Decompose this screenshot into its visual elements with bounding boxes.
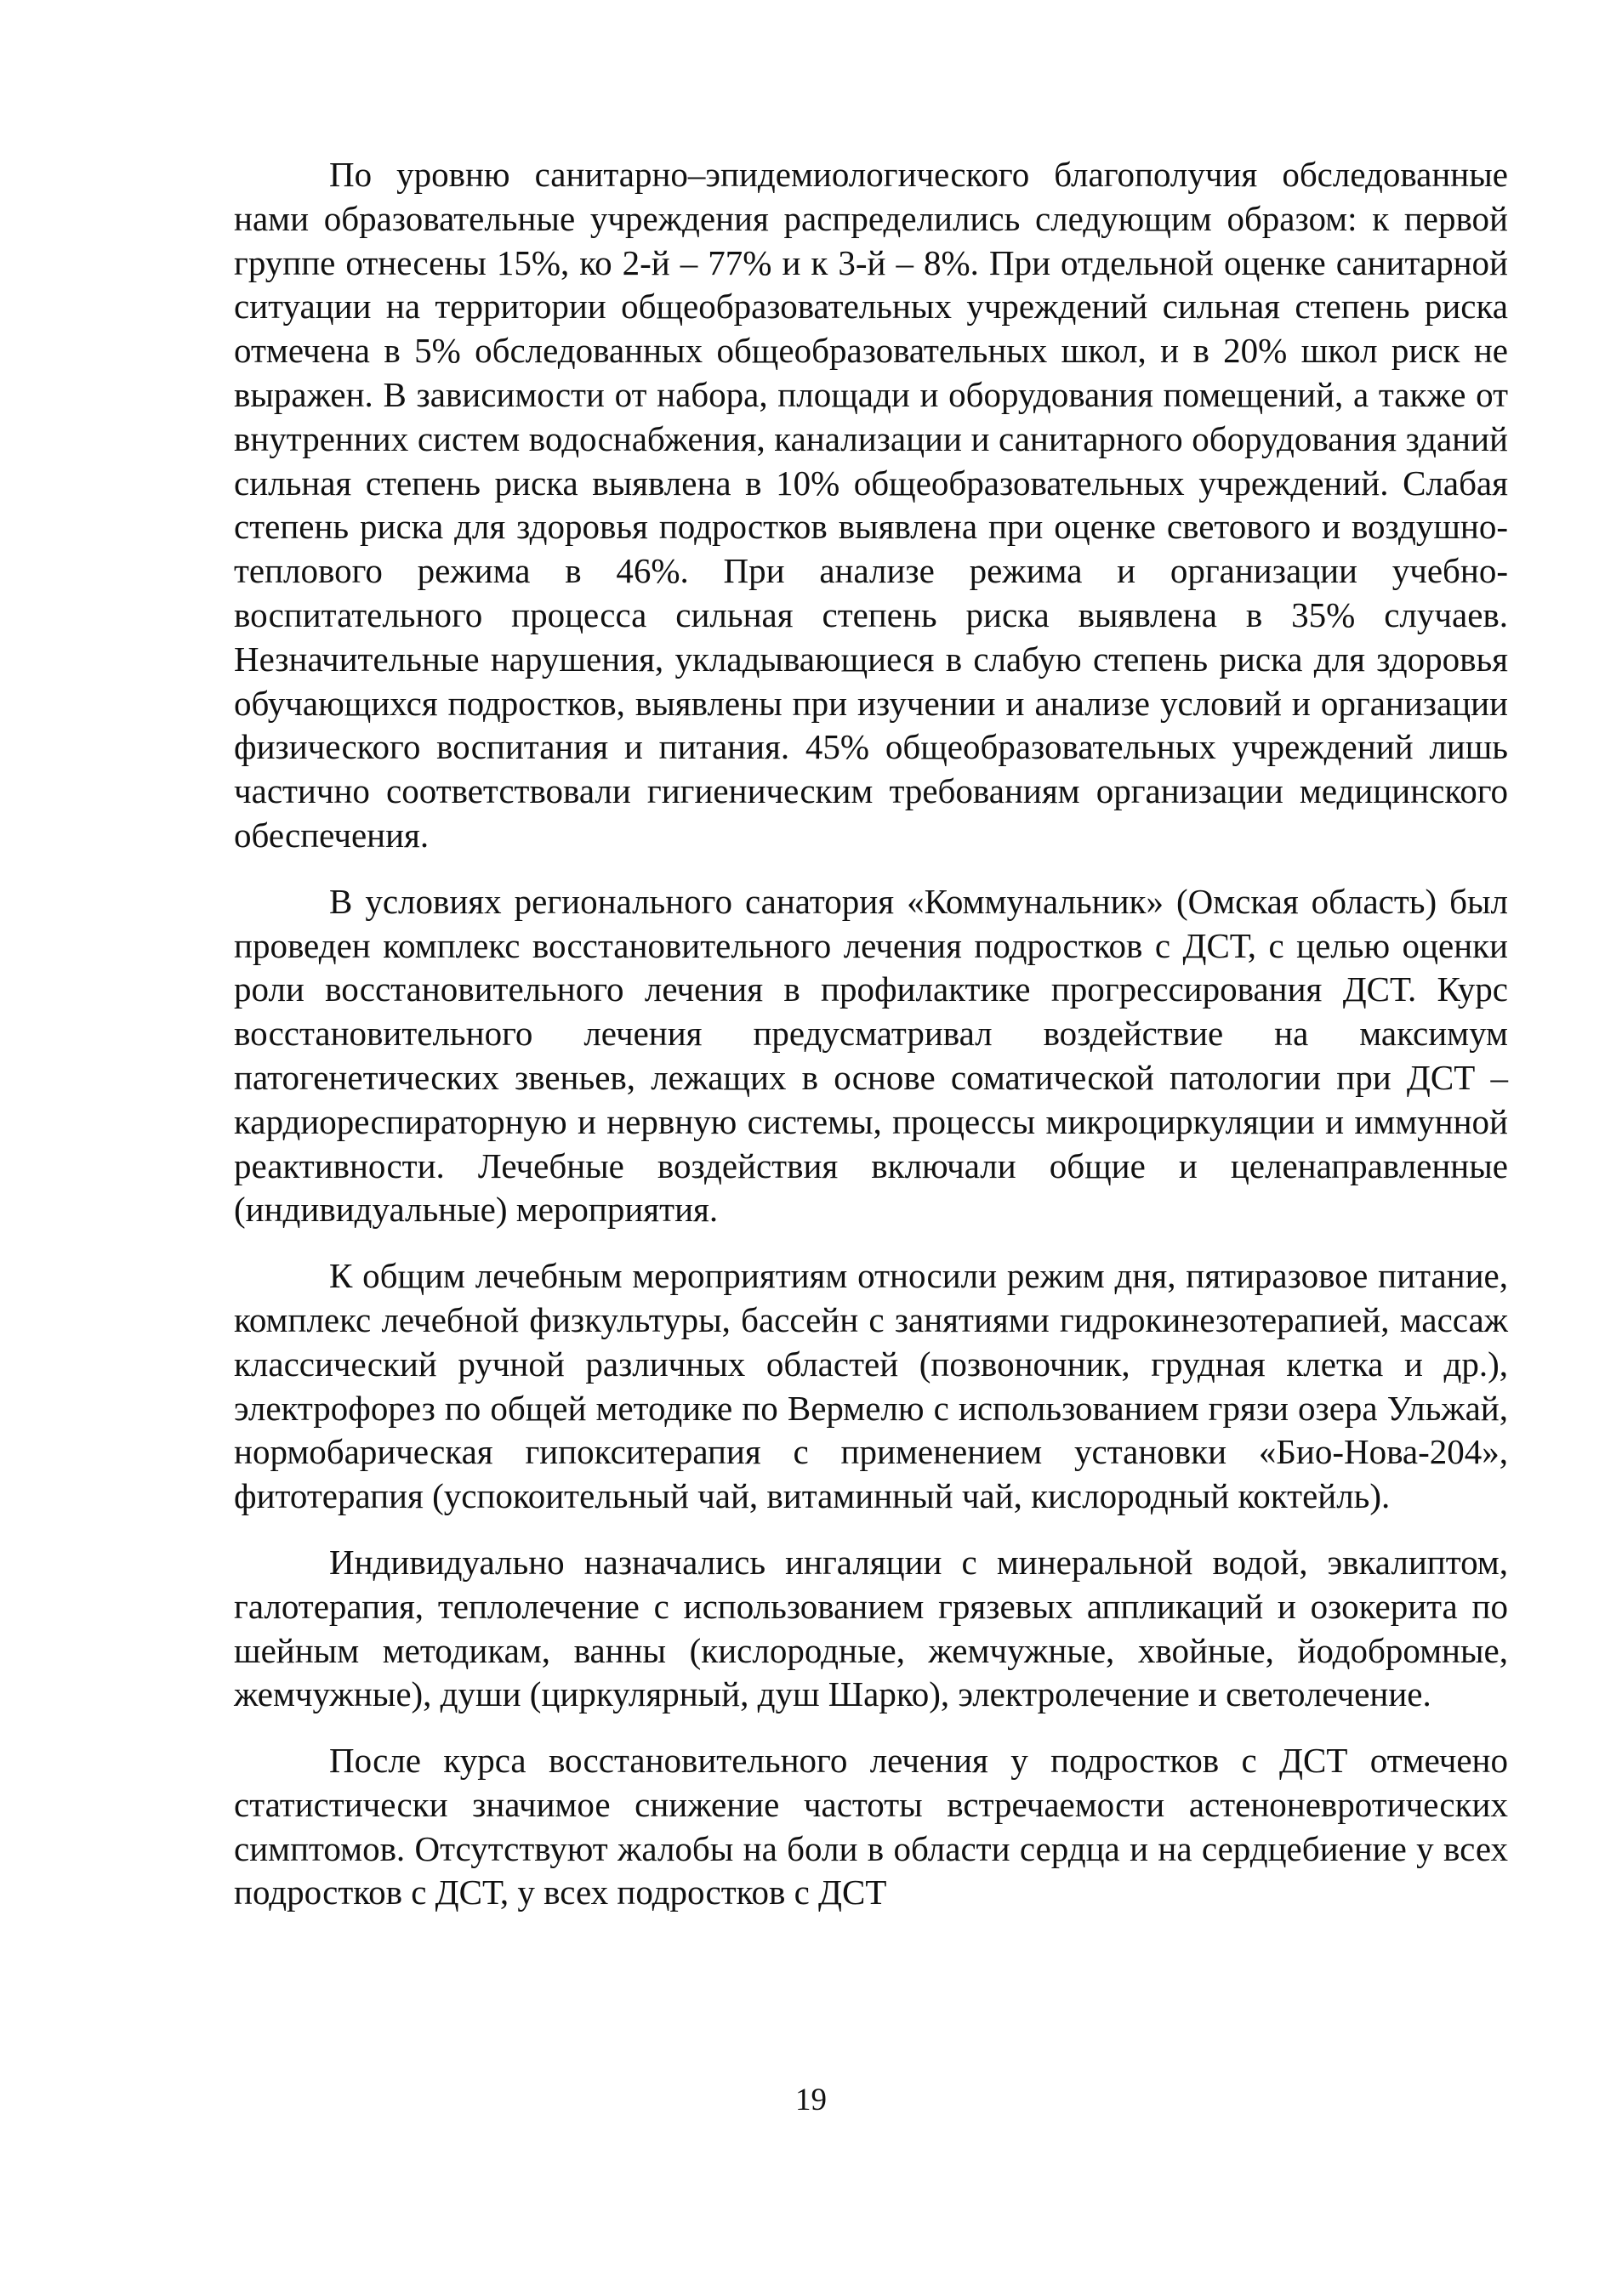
body-text (234, 153, 1508, 1937)
paragraph-individual-measures: Индивидуально назначались ингаляции с минеральной водой, эвкалиптом, галотерапия, теплолечение с использованием грязевых аппликаций и озокерита по шейным методикам, ванны (кислородные, жемчужные, хвойные, йодобромные, жемчужные), души (циркулярный, душ Шарко), электролечение и светолечение. (234, 1542, 1508, 1714)
page-number: 19 (795, 2083, 827, 2117)
paragraph-treatment-results: После курса восстановительного лечения у подростков с ДСТ отмечено статистически значимое снижение частоты встречаемости астеноневротических симптомов. Отсутствуют жалобы на боли в области сердца и на сердцебиение у всех подростков с ДСТ, у всех подростков с ДСТ (234, 1741, 1508, 1912)
paragraph-general-measures: К общим лечебным мероприятиям относили режим дня, пятиразовое питание, комплекс лечебной физкультуры, бассейн с занятиями гидрокинезотерапией, массаж классический ручной различных областей (позвоночник, грудная клетка и др.), электрофорез по общей методике по Вермелю с использованием грязи озера Ульжай, нормобарическая гипокситерапия с применением установки «Био-Нова-204», фитотерапия (успокоительный чай, витаминный чай, кислородный коктейль). (234, 1256, 1508, 1516)
paragraph-sanatorium-treatment: В условиях регионального санатория «Коммунальник» (Омская область) был проведен комплекс восстановительного лечения подростков с ДСТ, с целью оценки роли восстановительного лечения в профилактике прогрессирования ДСТ. Курс восстановительного лечения предусматривал воздействие на максимум патогенетических звеньев, лежащих в основе соматической патологии при ДСТ – кардиореспираторную и нервную системы, процессы микроциркуляции и иммунной реактивности. Лечебные воздействия включали общие и целенаправленные (индивидуальные) мероприятия. (234, 881, 1508, 1230)
paragraph-sanitary-groups: По уровню санитарно–эпидемиологического благополучия обследованные нами образовательные учреждения распределились следующим образом: к первой группе отнесены 15%, ко 2-й – 77% и к 3-й – 8%. При отдельной оценке санитарной ситуации на территории общеобразовательных учреждений сильная степень риска отмечена в 5% обследованных общеобразовательных школ, и в 20% школ риск не выражен. В зависимости от набора, площади и оборудования помещений, а также от внутренних систем водоснабжения, канализации и санитарного оборудования зданий сильная степень риска выявлена в 10% общеобразовательных учреждений. Слабая степень риска для здоровья подростков выявлена при оценке светового и воздушно-теплового режима в 46%. При анализе режима и организации учебно-воспитательного процесса сильная степень риска выявлена в 35% случаев. Незначительные нарушения, укладывающиеся в слабую степень риска для здоровья обучающихся подростков, выявлены при изучении и анализе условий и организации физического воспитания и питания. 45% общеобразовательных учреждений лишь частично соответствовали гигиеническим требованиям организации медицинского обеспечения. (234, 155, 1508, 855)
